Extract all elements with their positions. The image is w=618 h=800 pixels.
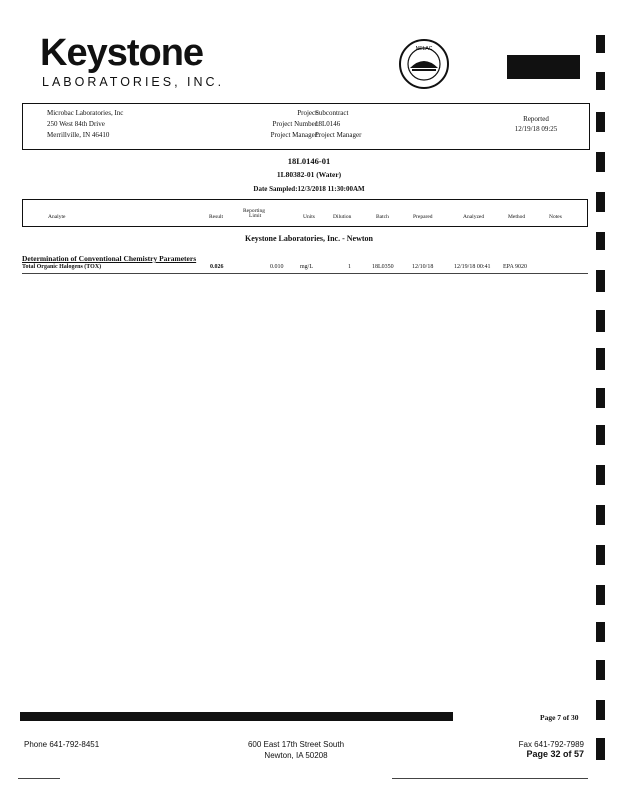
project-value: Subcontract <box>315 109 349 117</box>
accreditation-logo <box>507 55 580 79</box>
client-name: Microbac Laboratories, Inc <box>47 109 124 117</box>
report-header-box <box>22 103 590 150</box>
client-street: 250 West 84th Drive <box>47 120 105 128</box>
footer-address-line1: 600 East 17th Street South <box>247 740 345 749</box>
row-dilution: 1 <box>348 264 351 270</box>
company-logo-subtitle: LABORATORIES, INC. <box>42 75 225 89</box>
row-analyte: Total Organic Halogens (TOX) <box>22 264 102 270</box>
project-number-label: Project Number: <box>272 120 319 128</box>
col-result: Result <box>209 214 224 220</box>
col-reporting: Reporting <box>243 208 265 214</box>
sample-id: 18L0146-01 <box>287 156 331 166</box>
project-manager-label: Project Manager: <box>270 131 319 139</box>
footer-rule-left <box>18 778 60 779</box>
scan-edge-marks <box>592 0 612 800</box>
col-units: Units <box>303 214 315 220</box>
col-analyte: Analyte <box>48 214 66 220</box>
footer-page-count: Page 32 of 57 <box>526 749 584 759</box>
col-batch: Batch <box>376 214 389 220</box>
col-limit: Limit <box>249 213 262 219</box>
footer-fax: Fax 641-792-7989 <box>518 740 584 749</box>
col-dilution: Dilution <box>333 214 352 220</box>
footer-address-line2: Newton, IA 50208 <box>264 751 328 760</box>
company-logo: Keystone <box>40 32 204 74</box>
row-result: 0.026 <box>210 264 224 270</box>
lab-name: Keystone Laboratories, Inc. - Newton <box>245 234 373 243</box>
row-batch: 18L0350 <box>372 264 394 270</box>
footer-phone: Phone 641-792-8451 <box>24 740 100 749</box>
footer-rule-right <box>392 778 588 779</box>
section-title: Determination of Conventional Chemistry Parameters <box>22 254 197 263</box>
col-notes: Notes <box>549 214 562 220</box>
date-sampled: Date Sampled:12/3/2018 11:30:00AM <box>253 185 365 193</box>
row-method: EPA 9020 <box>503 264 527 270</box>
col-prepared: Prepared <box>413 214 433 220</box>
accreditation-seal-icon <box>398 38 450 90</box>
sample-sub-id: 1L80382-01 (Water) <box>276 170 342 179</box>
row-prepared: 12/10/18 <box>412 264 434 270</box>
seal-text: NELAC <box>415 46 433 52</box>
client-city: Merrillville, IN 46410 <box>47 131 110 139</box>
col-method: Method <box>508 214 526 220</box>
row-units: mg/L <box>300 264 313 270</box>
project-number-value: 18L0146 <box>315 120 341 128</box>
row-reporting-limit: 0.010 <box>270 264 284 270</box>
reported-datetime: 12/19/18 09:25 <box>514 125 558 133</box>
col-analyzed: Analyzed <box>463 214 485 220</box>
reported-label: Reported <box>523 115 549 123</box>
footer-bar <box>20 712 453 721</box>
project-manager-value: Project Manager <box>315 131 362 139</box>
page-number: Page 7 of 30 <box>540 713 579 722</box>
row-divider <box>22 273 588 274</box>
project-label: Project: <box>297 109 319 117</box>
row-analyzed: 12/19/18 00:41 <box>454 264 491 270</box>
column-header-box <box>22 199 588 227</box>
